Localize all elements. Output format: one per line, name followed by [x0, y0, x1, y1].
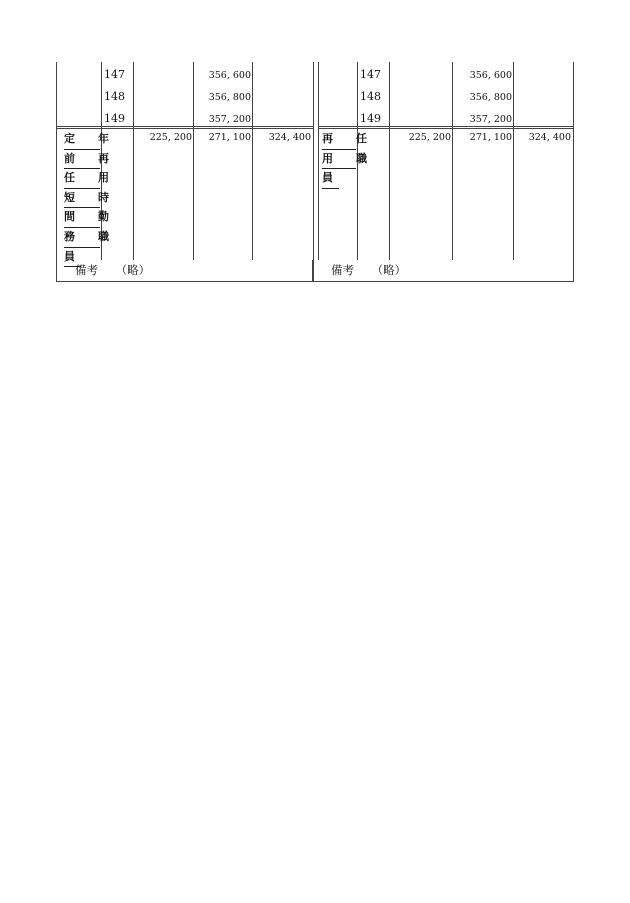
salary-amount: 357, 200 [469, 114, 512, 125]
step-number: 148 [104, 90, 125, 103]
category-label-line: 前 再 [64, 150, 100, 170]
remarks-text: （略） [371, 263, 407, 277]
salary-amount: 225, 200 [149, 132, 192, 143]
category-label-line: 員 [322, 169, 339, 189]
category-label [322, 130, 373, 189]
salary-amount: 357, 200 [208, 114, 251, 125]
salary-table-excerpt [56, 62, 574, 282]
salary-amount: 324, 400 [528, 132, 571, 143]
left-table [56, 62, 314, 263]
category-label-line: 定 年 [64, 130, 100, 150]
category-label-line: 任 用 [64, 169, 100, 189]
category-label-line: 用 職 [322, 150, 356, 170]
salary-amount: 324, 400 [268, 132, 311, 143]
category-label-line: 間 勤 [64, 208, 100, 228]
salary-amount: 356, 600 [469, 70, 512, 81]
salary-amount: 271, 100 [208, 132, 251, 143]
remarks-label: 備考 [75, 263, 98, 277]
remarks-text: （略） [115, 263, 151, 277]
left-remarks-row [56, 260, 314, 282]
salary-amount: 356, 800 [469, 92, 512, 103]
step-number: 147 [104, 68, 125, 81]
right-table [318, 62, 574, 260]
step-number: 149 [360, 112, 381, 125]
right-remarks-row [312, 260, 574, 282]
step-number: 149 [104, 112, 125, 125]
category-label-line: 員 [64, 248, 81, 268]
salary-amount: 356, 800 [208, 92, 251, 103]
category-label [64, 130, 115, 267]
step-number: 147 [360, 68, 381, 81]
remarks-label: 備考 [331, 263, 354, 277]
salary-amount: 225, 200 [408, 132, 451, 143]
category-label-line: 短 時 [64, 189, 100, 209]
category-label-line: 務 職 [64, 228, 100, 248]
salary-amount: 356, 600 [208, 70, 251, 81]
category-label-line: 再 任 [322, 130, 356, 150]
step-number: 148 [360, 90, 381, 103]
salary-amount: 271, 100 [469, 132, 512, 143]
